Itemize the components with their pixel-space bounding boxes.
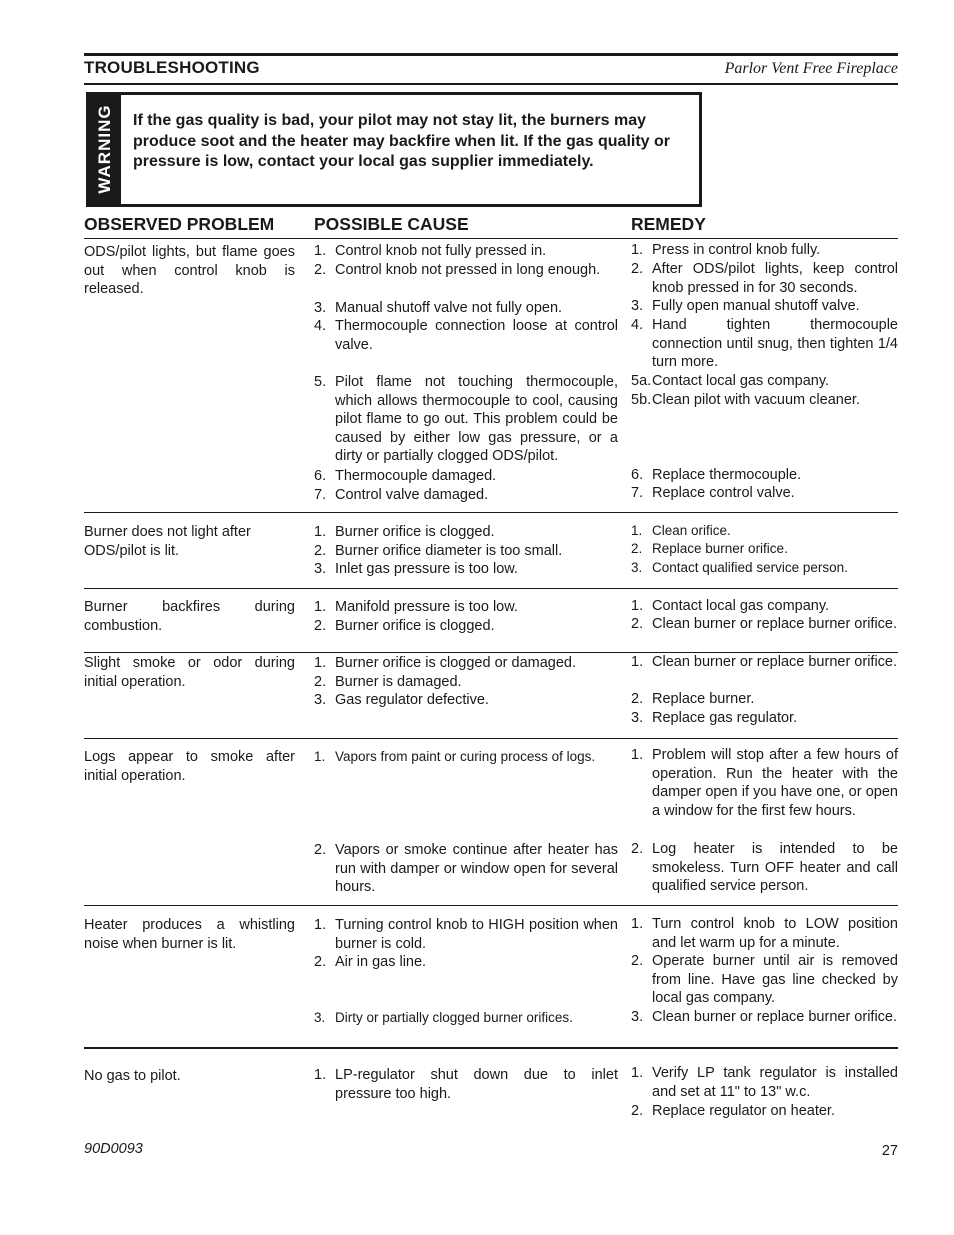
row-5-remedy-2: 2. Operate burner until air is removed from line. Have gas line checked by local gas company. [631, 953, 898, 1007]
row-1-remedy-3: 3. Contact qualified service person. [631, 560, 848, 575]
row-0-remedy-5a: 5a. Contact local gas company. [631, 373, 830, 389]
row-0-cause-6: 6. Thermocouple damaged. [314, 468, 497, 484]
row-0-remedy-7: 7. Replace control valve. [631, 485, 795, 501]
row-4-cause-1: 1. Vapors from paint or curing process of logs. [314, 749, 596, 764]
row-1-cause-3: 3. Inlet gas pressure is too low. [314, 561, 518, 577]
row-2-remedy-2: 2. Clean burner or replace burner orifice. [631, 616, 898, 632]
row-3-remedy-3: 3. Replace gas regulator. [631, 710, 798, 726]
row-0-remedy-3: 3. Fully open manual shutoff valve. [631, 298, 860, 314]
warning-box [86, 92, 702, 207]
row-2-remedy-1: 1. Contact local gas company. [631, 598, 830, 614]
row-3-remedy-1: 1. Clean burner or replace burner orifice. [631, 654, 898, 670]
row-5-remedy-3: 3. Clean burner or replace burner orifice. [631, 1009, 898, 1025]
row-4-remedy-1: 1. Problem will stop after a few hours of operation. Run the heater with the damper open if you have one, or open a window for the first few hours. [631, 747, 898, 819]
row-5-cause-1: 1. Turning control knob to HIGH position when burner is cold. [314, 917, 618, 952]
row-divider [84, 905, 898, 906]
row-1-remedy-1: 1. Clean orifice. [631, 523, 731, 538]
row-5-remedy-1: 1. Turn control knob to LOW position and let warm up for a minute. [631, 916, 898, 951]
row-1-cause-2: 2. Burner orifice diameter is too small. [314, 543, 563, 559]
warning-sidebar [89, 95, 121, 204]
row-4-remedy-2: 2. Log heater is intended to be smokeless. Turn OFF heater and call qualified service person. [631, 841, 898, 895]
row-2-problem: Burner backfires during combustion. [84, 599, 295, 634]
row-3-cause-2: 2. Burner is damaged. [314, 674, 462, 690]
row-2-cause-2: 2. Burner orifice is clogged. [314, 618, 495, 634]
warning-text: If the gas quality is bad, your pilot may not stay lit, the burners may produce soot and the heater may backfire when lit. If the gas quality or pressure is low, contact your local gas supplier immediately. [133, 112, 670, 170]
column-header-remedy: REMEDY [631, 214, 706, 234]
row-0-cause-5: 5. Pilot flame not touching thermocouple, which allows thermocouple to cool, causing pilot flame to go out. This problem could be caused by either low gas pressure, or a dirty or partially clogged ODS/pilot. [314, 374, 618, 465]
header-bottom-rule [84, 83, 898, 85]
row-1-problem: Burner does not light after ODS/pilot is lit. [84, 524, 251, 559]
row-5-cause-2: 2. Air in gas line. [314, 954, 427, 970]
row-divider [84, 1047, 898, 1049]
row-3-remedy-2: 2. Replace burner. [631, 691, 755, 707]
header-top-rule [84, 53, 898, 56]
row-4-problem: Logs appear to smoke after initial operation. [84, 749, 295, 784]
column-header-problem: OBSERVED PROBLEM [84, 214, 275, 234]
row-6-problem: No gas to pilot. [84, 1068, 181, 1084]
row-3-cause-1: 1. Burner orifice is clogged or damaged. [314, 655, 576, 671]
page-number: 27 [881, 1143, 898, 1159]
row-0-cause-4: 4. Thermocouple connection loose at control valve. [314, 318, 618, 353]
product-title: Parlor Vent Free Fireplace [724, 60, 898, 77]
row-0-remedy-1: 1. Press in control knob fully. [631, 242, 821, 258]
row-0-remedy-2: 2. After ODS/pilot lights, keep control knob pressed in for 30 seconds. [631, 261, 898, 296]
column-header-cause: POSSIBLE CAUSE [314, 214, 469, 234]
warning-label: WARNING [95, 104, 114, 194]
row-divider [84, 588, 898, 589]
row-6-cause-1: 1. LP-regulator shut down due to inlet pressure too high. [314, 1067, 618, 1102]
row-0-remedy-5b: 5b. Clean pilot with vacuum cleaner. [631, 392, 860, 408]
document-number: 90D0093 [84, 1141, 143, 1157]
row-2-cause-1: 1. Manifold pressure is too low. [314, 599, 518, 615]
row-0-remedy-4: 4. Hand tighten thermocouple connection until snug, then tighten 1/4 turn more. [631, 317, 898, 371]
row-3-problem: Slight smoke or odor during initial operation. [84, 655, 295, 690]
row-divider [84, 738, 898, 739]
row-1-remedy-2: 2. Replace burner orifice. [631, 541, 788, 556]
row-0-problem: ODS/pilot lights, but flame goes out when control knob is released. [84, 244, 295, 298]
row-6-remedy-2: 2. Replace regulator on heater. [631, 1103, 835, 1119]
row-3-cause-3: 3. Gas regulator defective. [314, 692, 489, 708]
row-1-cause-1: 1. Burner orifice is clogged. [314, 524, 495, 540]
row-0-cause-2: 2. Control knob not pressed in long enough. [314, 262, 601, 278]
row-4-cause-2: 2. Vapors or smoke continue after heater has run with damper or window open for several hours. [314, 842, 618, 896]
row-5-problem: Heater produces a whistling noise when burner is lit. [84, 917, 295, 952]
header-divider [84, 238, 898, 239]
row-5-cause-3: 3. Dirty or partially clogged burner orifices. [314, 1010, 573, 1025]
section-title: TROUBLESHOOTING [84, 58, 260, 77]
row-0-remedy-6: 6. Replace thermocouple. [631, 467, 802, 483]
row-0-cause-1: 1. Control knob not fully pressed in. [314, 243, 547, 259]
row-divider [84, 512, 898, 513]
row-6-remedy-1: 1. Verify LP tank regulator is installed and set at 11" to 13" w.c. [631, 1065, 898, 1100]
row-0-cause-3: 3. Manual shutoff valve not fully open. [314, 300, 563, 316]
row-0-cause-7: 7. Control valve damaged. [314, 487, 489, 503]
